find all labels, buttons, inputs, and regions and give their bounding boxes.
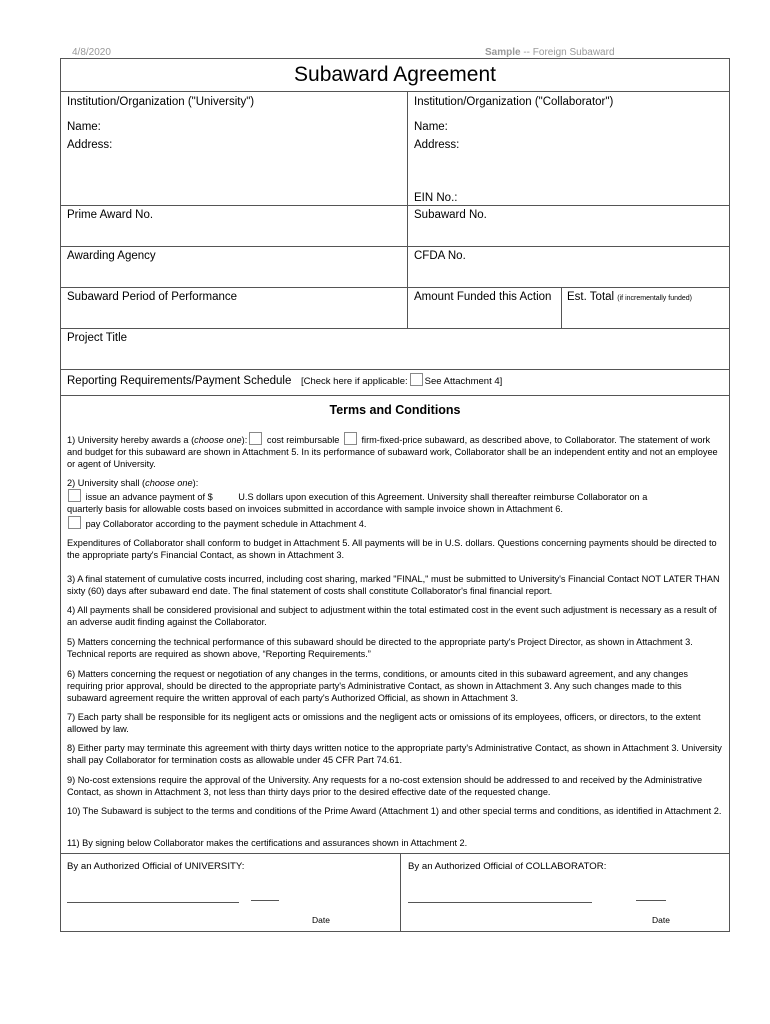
term-5: 5) Matters concerning the technical performance of this subaward should be directed to the appropriate party's Project Director, as shown in Attachment 3. Technical reports are required as shown above, “Reporting Requirements.”: [67, 637, 693, 660]
prime-award-label: Prime Award No.: [67, 209, 154, 221]
university-name-label: Name:: [67, 121, 101, 133]
collaborator-heading: Institution/Organization ("Collaborator"): [414, 96, 614, 108]
rule: [61, 246, 729, 247]
header-sample-rest: -- Foreign Subaward: [520, 47, 615, 58]
collaborator-signature-line[interactable]: [408, 902, 592, 903]
university-signature-line[interactable]: [67, 902, 239, 903]
rule: [61, 369, 729, 370]
amount-funded-label: Amount Funded this Action: [414, 291, 552, 303]
rule: [61, 205, 729, 206]
term-10: 10) The Subaward is subject to the terms and conditions of the Prime Award (Attachment 1) and other special terms and conditions, as identified in Attachment 2.: [67, 806, 722, 816]
est-total-text: Est. Total: [567, 291, 615, 303]
term-2-text-b: ):: [192, 478, 199, 488]
university-date-line[interactable]: [251, 900, 279, 901]
period-label: Subaward Period of Performance: [67, 291, 238, 303]
est-total-note: (if incrementally funded): [617, 295, 692, 302]
cfda-label: CFDA No.: [414, 250, 466, 262]
term-9: 9) No-cost extensions require the approval of the University. Any requests for a no-cost extension should be addressed to and received by the Administrative Contact, as shown in Attachment 3, not less than thirty days prior to the desired effective date of the requested change.: [67, 775, 703, 798]
header-date: 4/8/2020: [72, 47, 111, 58]
collaborator-signature-label: By an Authorized Official of COLLABORATOR:: [408, 861, 607, 872]
project-title-label: Project Title: [67, 332, 128, 344]
advance-payment-text-2: quarterly basis for allowable costs based on invoices submitted in accordance with sample invoice shown in Attachment 6.: [67, 504, 563, 515]
term-2-choose: choose one: [145, 478, 193, 488]
ein-label: EIN No.:: [414, 192, 458, 204]
rule: [61, 395, 729, 396]
fixed-price-label: firm-fixed-price subaward, as described above, to Collaborator. The: [361, 435, 636, 445]
col-divider: [407, 91, 408, 328]
terms-title: Terms and Conditions: [329, 403, 461, 417]
col-divider: [400, 853, 401, 932]
university-heading: Institution/Organization ("University"): [67, 96, 255, 108]
collaborator-date-line[interactable]: [636, 900, 666, 901]
term-4: 4) All payments shall be considered provisional and subject to adjustment within the total estimated cost in the event such adjustment is necessary as a result of an adverse audit finding against the Collaborator.: [67, 605, 717, 628]
term-1-text: 1) University hereby awards a (: [67, 435, 195, 445]
university-address-label: Address:: [67, 139, 113, 151]
reporting-label: Reporting Requirements/Payment Schedule: [67, 375, 292, 387]
reporting-see-text: See Attachment 4]: [424, 376, 503, 387]
term-6: 6) Matters concerning the request or negotiation of any changes in the terms, conditions, or amounts cited in this subaward agreement, and any changes requiring prior approval, should be directed to the appropriate party's Administrative Contact, as shown in Attachment 3. Any such changes made to this subaward agreement require the written approval of each party's Authorized Official, as shown in Attachment 3.: [67, 669, 689, 704]
term-1-text-b: ):: [241, 435, 248, 445]
term-8: 8) Either party may terminate this agreement with thirty days written notice to the appropriate party's Administrative Contact, as shown in Attachment 3. University shall pay Collaborator for termination costs as allowable under 45 CFR Part 74.61.: [67, 743, 722, 766]
header-sample-note: [485, 47, 615, 58]
term-2: [67, 477, 723, 530]
term-7: 7) Each party shall be responsible for its negligent acts or omissions and the negligent acts or omissions of its employees, officers, or directors, to the extent allowed by law.: [67, 712, 701, 735]
advance-payment-text: U.S dollars upon execution of this Agreement. University shall thereafter reimburse Collaborator on a: [238, 492, 648, 503]
col-divider: [561, 287, 562, 328]
cost-reimbursable-checkbox[interactable]: [249, 432, 262, 445]
term-11: 11) By signing below Collaborator makes the certifications and assurances shown in Attachment 2.: [67, 838, 468, 848]
collaborator-name-label: Name:: [414, 121, 448, 133]
term-1-choose: choose one: [194, 435, 242, 445]
est-total-label: [567, 291, 692, 303]
term-3: 3) A final statement of cumulative costs incurred, including cost sharing, marked "FINAL," must be submitted to University's Financial Contact NOT LATER THAN sixty (60) days after subaward end date. The final statement of costs shall constitute Collaborator's final financial report.: [67, 574, 720, 597]
advance-payment-checkbox[interactable]: [68, 489, 81, 502]
reporting-checkbox[interactable]: [410, 373, 423, 386]
term-1: [67, 432, 723, 471]
subaward-no-label: Subaward No.: [414, 209, 487, 221]
rule: [61, 91, 729, 92]
term-2-text: 2) University shall (: [67, 478, 146, 488]
header-sample-bold: Sample: [485, 47, 521, 58]
payment-schedule-label: pay Collaborator according to the payment schedule in Attachment 4.: [85, 518, 367, 529]
expenditures-paragraph: Expenditures of Collaborator shall conform to budget in Attachment 5. All payments will be in U.S. dollars. Questions concerning payments should be directed to the appropriate party's Financial Contact, as shown in Attachment 3.: [67, 538, 717, 561]
awarding-agency-label: Awarding Agency: [67, 250, 156, 262]
rule: [61, 328, 729, 329]
payment-schedule-checkbox[interactable]: [68, 516, 81, 529]
collaborator-address-label: Address:: [414, 139, 460, 151]
collaborator-date-label: Date: [652, 915, 670, 925]
university-date-label: Date: [312, 915, 330, 925]
form-title: Subaward Agreement: [294, 63, 496, 86]
reporting-row: [67, 373, 502, 387]
term-1-rest: statement of work and budget for this subaward are shown in Attachment 5. In its performance of subaward work, Collaborator shall be an independent entity and not an employee or agent of University.: [67, 435, 718, 470]
rule: [61, 853, 729, 854]
university-signature-label: By an Authorized Official of UNIVERSITY:: [67, 861, 245, 872]
subaward-form: [60, 58, 730, 932]
reporting-check-text: [Check here if applicable:: [300, 376, 408, 387]
fixed-price-checkbox[interactable]: [344, 432, 357, 445]
advance-payment-label: issue an advance payment of $: [85, 492, 213, 503]
rule: [61, 287, 729, 288]
cost-reimbursable-label: cost reimbursable: [266, 435, 340, 445]
